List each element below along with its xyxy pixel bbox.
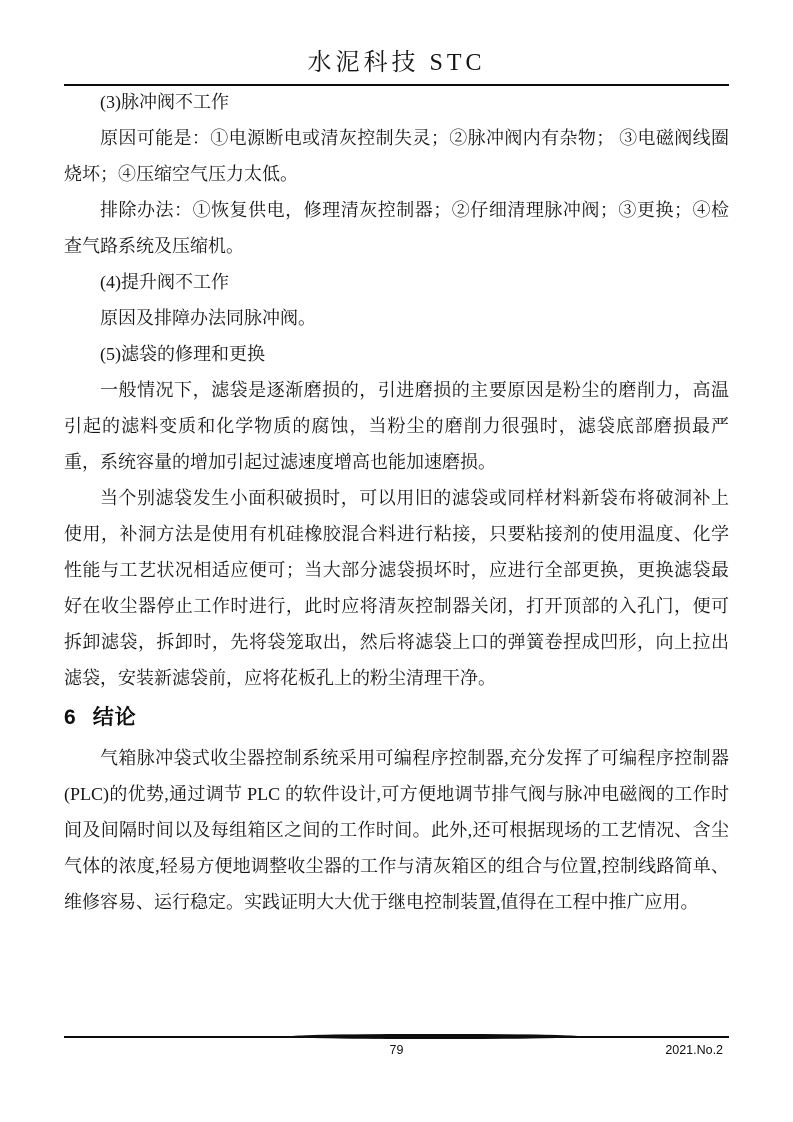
paragraph-filter-bag-wear: 一般情况下，滤袋是逐渐磨损的，引进磨损的主要原因是粉尘的磨削力，高温引起的滤料变质和化学物质的腐蚀，当粉尘的磨削力很强时，滤袋底部磨损最严重，系统容量的增加引起过滤速度增高也能加速磨损。 <box>64 380 729 472</box>
journal-title: 水泥科技 STC <box>307 50 486 76</box>
paragraph-pulse-valve-causes: 原因可能是：①电源断电或清灰控制失灵；②脉冲阀内有杂物； ③电磁阀线圈烧坏；④压缩空气压力太低。 <box>64 128 729 184</box>
paragraph-pulse-valve-fixes: 排除办法：①恢复供电，修理清灰控制器；②仔细清理脉冲阀；③更换；④检查气路系统及压缩机。 <box>64 200 729 256</box>
paragraph-filter-bag-repair: 当个别滤袋发生小面积破损时，可以用旧的滤袋或同样材料新袋布将破洞补上使用，补洞方法是使用有机硅橡胶混合料进行粘接，只要粘接剂的使用温度、化学性能与工艺状况相适应便可；当大部分滤袋损坏时，应进行全部更换，更换滤袋最好在收尘器停止工作时进行，此时应将清灰控制器关闭，打开顶部的入孔门，便可拆卸滤袋，拆卸时，先将袋笼取出，然后将滤袋上口的弹簧卷捏成凹形，向上拉出滤袋，安装新滤袋前，应将花板孔上的粉尘清理干净。 <box>64 488 729 688</box>
page-number: 79 <box>389 1043 404 1057</box>
footer-rule-emphasis <box>290 1034 580 1039</box>
paragraph-pulse-valve-title: (3)脉冲阀不工作 <box>100 92 229 112</box>
section-number: 6 <box>64 706 77 729</box>
paragraph-lift-valve-note: 原因及排障办法同脉冲阀。 <box>100 308 316 328</box>
issue-label: 2021.No.2 <box>665 1043 723 1057</box>
section-heading-conclusion <box>64 696 729 740</box>
document-body <box>64 84 729 920</box>
paragraph-lift-valve-title: (4)提升阀不工作 <box>100 272 229 292</box>
section-title: 结论 <box>92 706 137 729</box>
paragraph-filter-bag-title: (5)滤袋的修理和更换 <box>100 344 265 364</box>
paragraph-conclusion: 气箱脉冲袋式收尘器控制系统采用可编程序控制器,充分发挥了可编程序控制器(PLC)的优势,通过调节 PLC 的软件设计,可方便地调节排气阀与脉冲电磁阀的工作时间及间隔时间以及每组箱区之间的工作时间。此外,还可根据现场的工艺情况、含尘气体的浓度,轻易方便地调整收尘器的工作与清灰箱区的组合与位置,控制线路简单、维修容易、运行稳定。实践证明大大优于继电控制装置,值得在工程中推广应用。 <box>64 748 729 912</box>
